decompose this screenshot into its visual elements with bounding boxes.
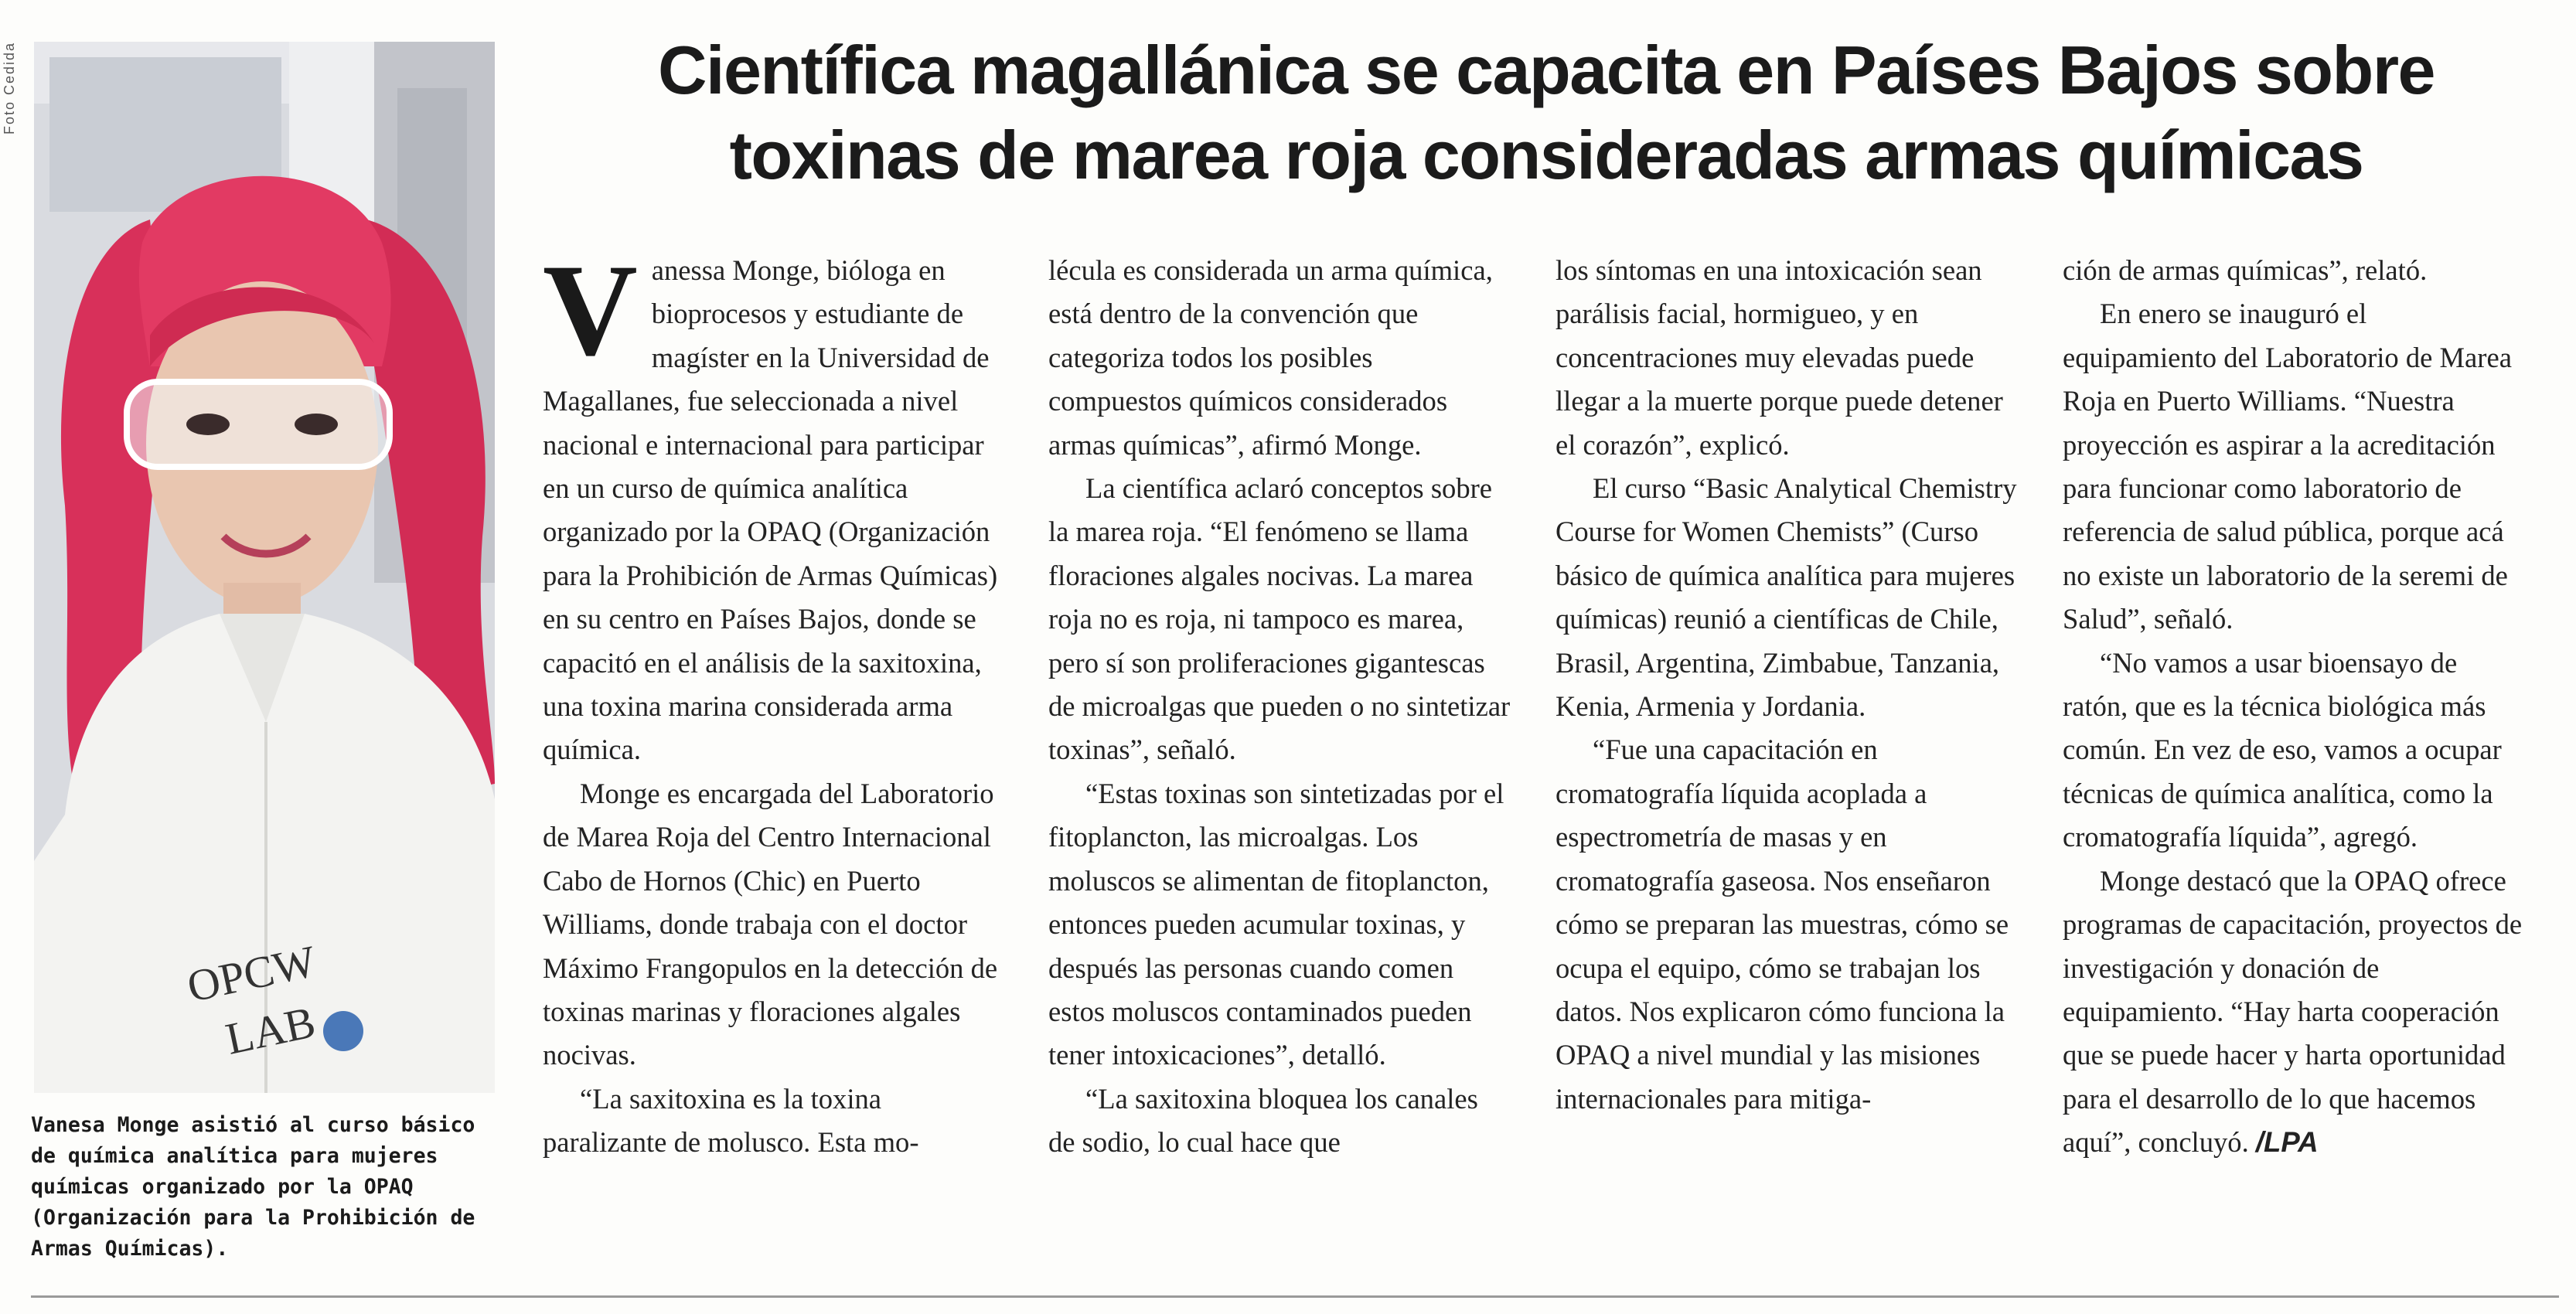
paragraph: anessa Monge, bióloga en bioprocesos y estudiante de magíster en la Universidad de Magallanes, fue seleccionada a nivel nacional e internacional para participar en un curso de química analítica organizado por la OPAQ (Organización para la Prohibición de Armas Químicas) en su centro en Países Bajos, donde se capacitó en el análisis de la saxitoxina, una toxina marina considerada arma química. — [543, 254, 998, 766]
coat-print-opcw: OPCW — [182, 935, 321, 1012]
page-title — [533, 28, 2559, 198]
article-column-1 — [543, 237, 1005, 1165]
paragraph-text: Monge destacó que la OPAQ ofrece programas de capacitación, proyectos de investigación y donación de equipamiento. “Hay harta cooperación que se puede hacer y harta oportunidad para el desarrollo de lo que hacemos aquí”, concluyó. — [2063, 864, 2523, 1159]
paragraph: “La saxitoxina es la toxina paralizante de molusco. Esta mo- — [543, 1082, 919, 1159]
photo-caption: Vanesa Monge asistió al curso básico de química analítica para mujeres químicas organizado por la OPAQ (Organización para la Prohibición de Armas Químicas). — [31, 1113, 475, 1261]
bottom-rule — [31, 1295, 2559, 1298]
paragraph: El curso “Basic Analytical Chemistry Course for Women Chemists” (Curso básico de química analítica para mujeres químicas) reunió a científicas de Chile, Brasil, Argentina, Zimbabue, Tanzania, Kenia, Armenia y Jordania. — [1555, 472, 2017, 723]
coat-print-lab: LAB — [221, 996, 320, 1064]
article-column-2 — [1048, 249, 1511, 1165]
paragraph: “No vamos a usar bioensayo de ratón, que es la técnica biológica más común. En vez de eso, vamos a ocupar técnicas de química analítica, como la cromatografía líquida”, agregó. — [2063, 646, 2502, 853]
paragraph: los síntomas en una intoxicación sean parálisis facial, hormigueo, y en concentraciones muy elevadas puede llegar a la muerte porque puede detener el corazón”, explicó. — [1555, 254, 2003, 461]
paragraph: En enero se inauguró el equipamiento del Laboratorio de Marea Roja en Puerto Williams. “Nuestra proyección es aspirar a la acreditación para funcionar como laboratorio de referencia de salud pública, porque acá no existe un laboratorio de la seremi de Salud”, señaló. — [2063, 298, 2512, 635]
paragraph: “La saxitoxina bloquea los canales de sodio, lo cual hace que — [1048, 1082, 1478, 1159]
article-column-3 — [1555, 249, 2018, 1121]
paragraph: “Estas toxinas son sintetizadas por el fitoplancton, las microalgas. Los moluscos se alimentan de fitoplancton, entonces pueden acumular toxinas, y después las personas cuando comen estos moluscos contaminados pueden tener intoxicaciones”, detalló. — [1048, 777, 1504, 1071]
author-signature: /LPA — [2255, 1126, 2319, 1159]
paragraph — [2063, 860, 2525, 1165]
headline-line-2: toxinas de marea roja consideradas armas químicas — [729, 117, 2363, 193]
article-column-4 — [2063, 249, 2525, 1165]
photo-credit: Foto Cedida — [2, 42, 17, 135]
article-photo — [34, 42, 495, 1093]
paragraph: La científica aclaró conceptos sobre la marea roja. “El fenómeno se llama floraciones algales nocivas. La marea roja no es roja, ni tampoco es marea, pero sí son proliferaciones gigantescas de microalgas que pueden o no sintetizar toxinas”, señaló. — [1048, 472, 1511, 766]
paragraph: lécula es considerada un arma química, está dentro de la convención que categoriza todos los posibles compuestos químicos considerados armas químicas”, afirmó Monge. — [1048, 254, 1493, 461]
paragraph: “Fue una capacitación en cromatografía líquida acoplada a espectrometría de masas y en cromatografía gaseosa. Nos enseñaron cómo se preparan las muestras, cómo se ocupa el equipo, cómo se trabajan los datos. Nos explicaron cómo funciona la OPAQ a nivel mundial y las misiones internacionales para mitiga- — [1555, 734, 2009, 1115]
paragraph: ción de armas químicas”, relató. — [2063, 254, 2428, 286]
drop-cap: V — [543, 237, 638, 383]
paragraph: Monge es encargada del Laboratorio de Marea Roja del Centro Internacional Cabo de Hornos (Chic) en Puerto Williams, donde trabaja con el doctor Máximo Frangopulos en la detección de toxinas marinas y floraciones algales nocivas. — [543, 777, 998, 1071]
headline-line-1: Científica magallánica se capacita en Países Bajos sobre — [657, 32, 2435, 108]
